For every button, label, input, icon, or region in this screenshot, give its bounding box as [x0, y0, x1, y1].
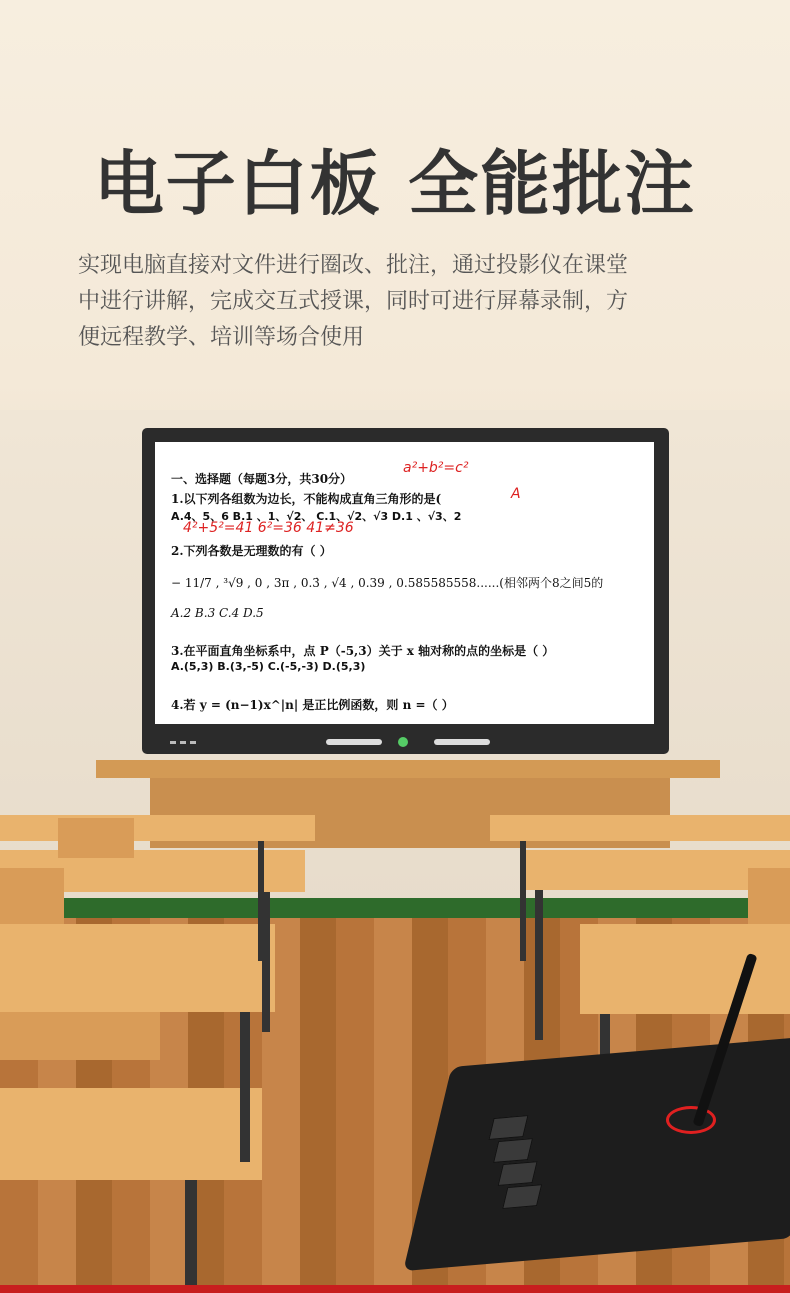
- desk: [580, 924, 790, 1014]
- chair: [58, 818, 134, 858]
- question-3-options: A.(5,3) B.(3,-5) C.(-5,-3) D.(5,3): [171, 660, 366, 673]
- desk: [0, 1088, 262, 1180]
- control-dot: [170, 741, 176, 744]
- question-1: 1.以下列各组数为边长，不能构成直角三角形的是(: [171, 492, 442, 506]
- chair: [748, 868, 790, 924]
- question-1-options: A.4、5、6 B.1 、1、√2、 C.1、√2、√3 D.1 、√3、2: [171, 510, 462, 523]
- chair: [0, 868, 64, 924]
- annotation-calculation: 4²+5²=41 6²=36 41≠36: [183, 520, 354, 536]
- page-title: 电子白板 全能批注: [93, 143, 697, 225]
- description: [78, 248, 718, 356]
- section-heading: 一、选择题（每题3分，共30分）: [171, 472, 353, 486]
- desk-leg: [240, 1012, 250, 1162]
- question-3: 3.在平面直角坐标系中，点 P（-5,3）关于 x 轴对称的点的坐标是（ ）: [171, 644, 555, 658]
- whiteboard-controls: [170, 737, 640, 749]
- desk-leg: [520, 841, 526, 961]
- tablet-key: [502, 1184, 542, 1209]
- description-line: 实现电脑直接对文件进行圈改、批注，通过投影仪在课堂: [78, 253, 629, 278]
- wall-trim: [0, 898, 790, 920]
- tablet-key: [498, 1161, 538, 1186]
- question-4: 4.若 y = (n−1)x^|n| 是正比例函数，则 n =（ ）: [171, 698, 454, 712]
- description-line: 中进行讲解，完成交互式授课，同时可进行屏幕录制，方: [78, 289, 629, 314]
- desk: [490, 815, 790, 841]
- desk-leg: [185, 1180, 197, 1285]
- control-dot: [180, 741, 186, 744]
- question-2-list: − 11/7 , ³√9 , 0 , 3π , 0.3̇ , √4 , 0.39 , 0.585585558......(相邻两个8之间5的: [171, 576, 604, 590]
- desk-leg: [535, 890, 543, 1040]
- question-2-options: A.2 B.3 C.4 D.5: [171, 606, 264, 620]
- question-2: 2.下列各数是无理数的有（ ）: [171, 544, 332, 558]
- annotation-equation: a²+b²=c²: [403, 460, 469, 476]
- annotation-answer: A: [511, 486, 521, 502]
- pen-holder: [326, 739, 382, 745]
- tablet-key: [493, 1138, 533, 1163]
- power-icon: [398, 737, 408, 747]
- desk: [0, 924, 275, 1012]
- board-ledge: [96, 760, 720, 778]
- desk: [0, 815, 315, 841]
- tablet-key: [488, 1115, 528, 1140]
- pen-tip-highlight: [666, 1106, 716, 1134]
- whiteboard-screen: [155, 442, 654, 724]
- desk-leg: [262, 892, 270, 1032]
- control-dot: [190, 741, 196, 744]
- description-line: 便远程教学、培训等场合使用: [78, 325, 365, 350]
- chair: [0, 1012, 160, 1060]
- bottom-accent-bar: [0, 1285, 790, 1293]
- pen-holder: [434, 739, 490, 745]
- drawing-tablet: [403, 1034, 790, 1271]
